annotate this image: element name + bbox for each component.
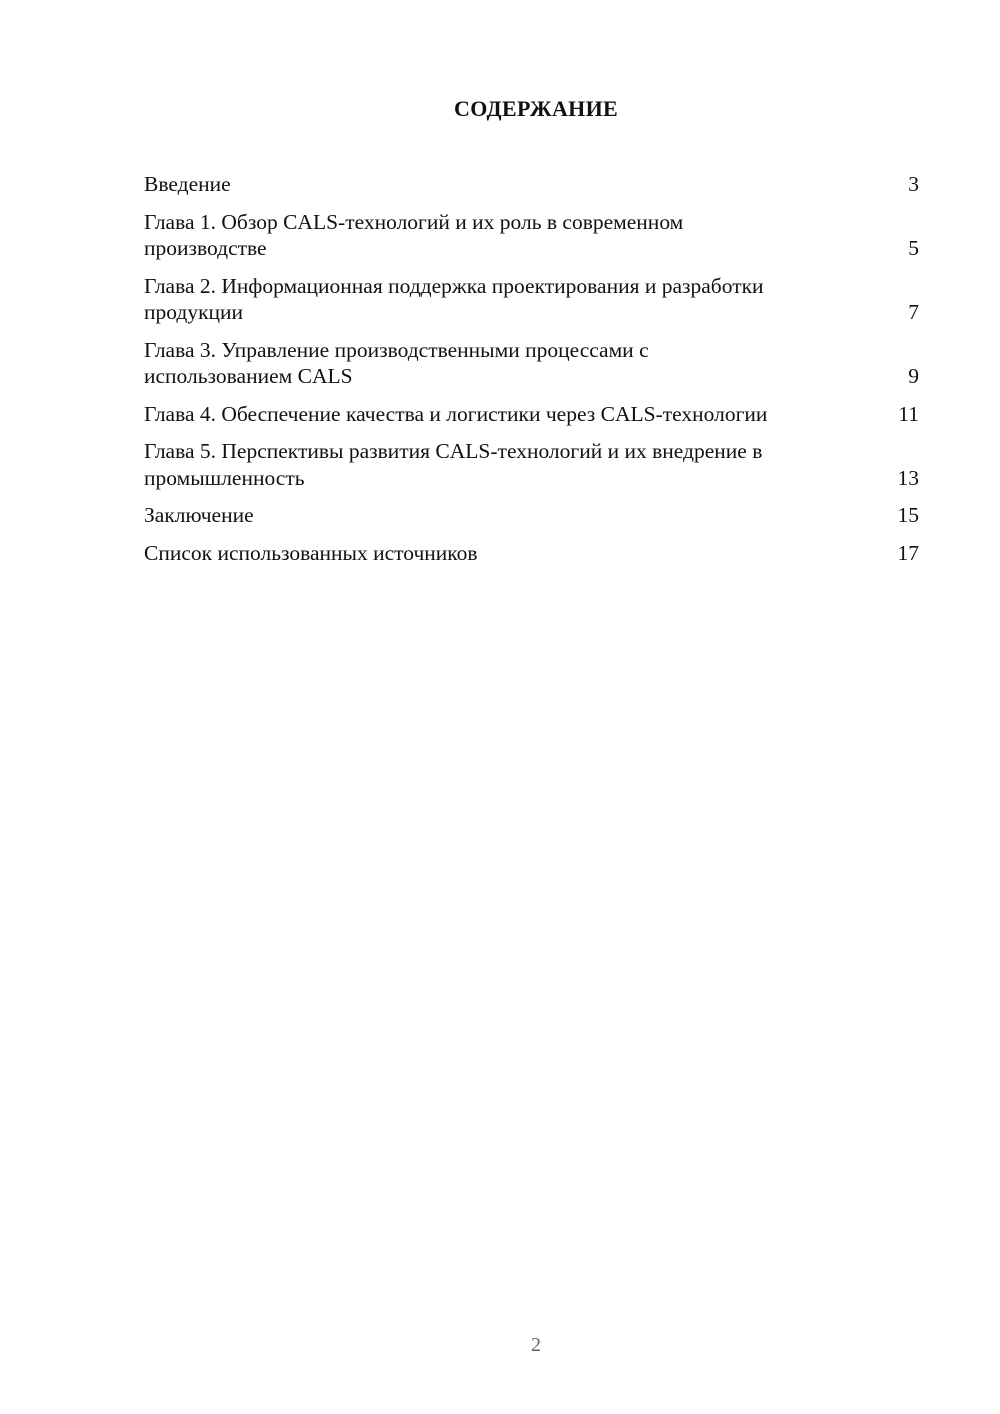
toc-entry-page: 15 (897, 503, 919, 527)
toc-entry-page: 3 (908, 172, 919, 196)
toc-entry-chapter-3[interactable] (144, 337, 919, 390)
toc-entry-page: 17 (897, 540, 919, 565)
toc-entry-title: Глава 1. Обзор CALS-технологий и их роль в современном производстве (144, 209, 684, 260)
toc-entry-chapter-5[interactable] (144, 438, 919, 491)
toc-entry-chapter-4[interactable] (144, 401, 919, 428)
table-of-contents (144, 171, 919, 577)
toc-entry-title: Глава 4. Обеспечение качества и логистики через CALS-технологии (144, 401, 768, 426)
toc-entry-chapter-2[interactable] (144, 273, 919, 326)
page-title: СОДЕРЖАНИЕ (454, 96, 618, 121)
toc-entry-references[interactable] (144, 540, 919, 567)
toc-entry-title: Глава 5. Перспективы развития CALS-технологий и их внедрение в промышленность (144, 439, 763, 490)
page-number: 2 (531, 1334, 541, 1356)
toc-entry-page: 9 (908, 364, 919, 388)
toc-entry-title: Глава 3. Управление производственными процессами с использованием CALS (144, 337, 649, 388)
toc-entry-chapter-1[interactable] (144, 209, 919, 262)
toc-entry-title: Список использованных источников (144, 540, 478, 565)
toc-entry-page: 11 (898, 401, 919, 426)
toc-entry-page: 7 (908, 300, 919, 324)
toc-entry-title: Заключение (144, 503, 254, 527)
toc-entry-page: 13 (897, 465, 919, 490)
toc-entry-conclusion[interactable] (144, 502, 919, 529)
toc-entry-page: 5 (908, 236, 919, 260)
toc-entry-title: Глава 2. Информационная поддержка проектирования и разработки продукции (144, 273, 764, 324)
toc-entry-title: Введение (144, 172, 231, 196)
toc-entry-introduction[interactable] (144, 171, 919, 198)
